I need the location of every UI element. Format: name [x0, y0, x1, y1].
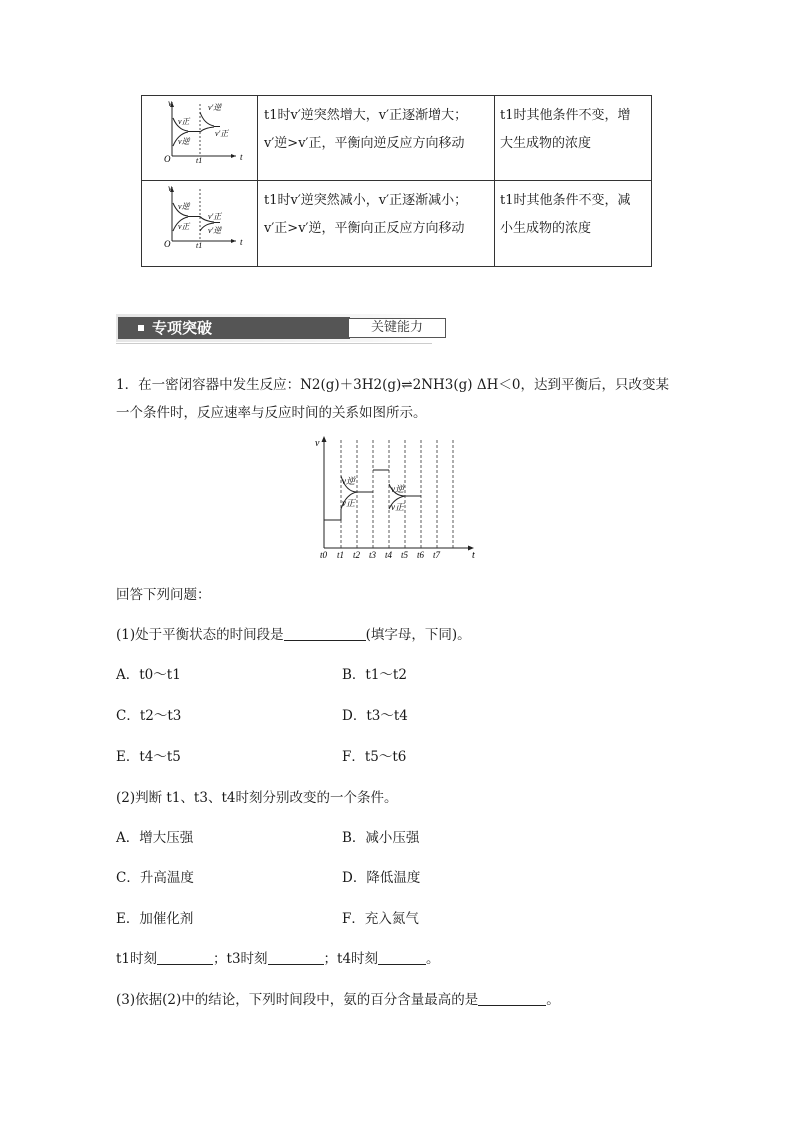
banner-divider — [116, 343, 432, 344]
axis-v-label: v — [168, 183, 172, 193]
table-cell-condition-2: 大生成物的浓度 — [500, 136, 592, 151]
q1-option-d: D．t3～t4 — [342, 708, 408, 724]
table-row — [142, 96, 651, 181]
answer-blank[interactable] — [268, 950, 324, 965]
curve-label: v逆 — [178, 202, 190, 211]
curve-label: v′正 — [208, 212, 222, 221]
table-cell-description-1: t1时v′逆突然增大，v′正逐渐增大； — [264, 108, 468, 123]
q2-option-b: B．减小压强 — [342, 830, 420, 846]
answer-blank[interactable] — [157, 950, 213, 965]
fill-t1-label: t1时刻 — [116, 951, 158, 967]
origin-label: O — [164, 154, 171, 164]
question-3-text: (3)依据(2)中的结论，下列时间段中，氨的百分含量最高的是 — [116, 992, 479, 1008]
tick-label: t2 — [353, 550, 361, 560]
rate-time-chart — [310, 432, 486, 562]
q2-option-e: E．加催化剂 — [116, 911, 194, 927]
q2-option-d: D．降低温度 — [342, 870, 421, 886]
q1-option-f: F．t5～t6 — [342, 749, 407, 765]
answer-blank[interactable] — [378, 950, 426, 965]
q2-option-c: C．升高温度 — [116, 870, 194, 886]
section-tag — [348, 318, 446, 338]
answer-blank[interactable] — [284, 626, 366, 641]
q1-option-a: A．t0～t1 — [116, 667, 181, 683]
question-intro-line2: 一个条件时，反应速率与反应时间的关系如图所示。 — [116, 405, 427, 421]
table-cell-condition-1: t1时其他条件不变，减 — [500, 193, 631, 208]
tick-label: t5 — [401, 550, 409, 560]
answer-prompt: 回答下列问题： — [116, 587, 211, 603]
t1-label: t1 — [196, 156, 203, 164]
rate-change-table — [141, 95, 652, 267]
curve-label: v正 — [391, 502, 404, 512]
t1-label: t1 — [196, 241, 203, 249]
table-cell-description-1: t1时v′逆突然减小，v′正逐渐减小； — [264, 193, 468, 208]
q1-option-b: B．t1～t2 — [342, 667, 407, 683]
tick-label: t6 — [417, 550, 425, 560]
tick-label: t3 — [369, 550, 377, 560]
question-1-suffix: (填字母，下同)。 — [365, 627, 471, 643]
q1-option-c: C．t2～t3 — [116, 708, 182, 724]
q1-option-e: E．t4～t5 — [116, 749, 181, 765]
axis-t-label: t — [240, 152, 243, 162]
table-row — [142, 181, 651, 266]
curve-label: v逆 — [342, 476, 355, 486]
axis-v-label: v — [168, 98, 172, 108]
curve-label: v′逆 — [208, 103, 222, 112]
q2-option-a: A．增大压强 — [116, 830, 194, 846]
table-cell-condition-2: 小生成物的浓度 — [500, 221, 592, 236]
section-title: 专项突破 — [152, 319, 213, 337]
rate-graph-increase-product — [164, 98, 252, 164]
question-3-suffix: 。 — [546, 992, 560, 1008]
tick-label: t4 — [385, 550, 393, 560]
banner-title-box — [118, 317, 350, 339]
section-banner — [116, 314, 432, 342]
table-cell-description-2: v′正>v′逆，平衡向正反应方向移动 — [264, 221, 465, 236]
square-bullet-icon — [138, 325, 144, 331]
axis-v-label: v — [315, 438, 320, 449]
curve-label: v正 — [178, 117, 190, 126]
question-1-text: (1)处于平衡状态的时间段是 — [116, 627, 284, 643]
question-intro-line1: 1．在一密闭容器中发生反应：N2(g)＋3H2(g)⇌2NH3(g) ΔH＜0，达到平衡后，只改变某 — [116, 377, 669, 393]
question-2-fill — [116, 947, 440, 967]
question-2: (2)判断 t1、t3、t4时刻分别改变的一个条件。 — [116, 790, 398, 806]
origin-label: O — [164, 239, 171, 249]
curve-label: v′逆 — [208, 226, 222, 235]
q2-option-f: F．充入氮气 — [342, 911, 419, 927]
fill-t4-label: ；t4时刻 — [323, 951, 379, 967]
curve-label: v正 — [342, 498, 355, 508]
section-tag-label: 关键能力 — [370, 320, 423, 335]
axis-t-label: t — [240, 237, 243, 247]
tick-label: t0 — [320, 550, 328, 560]
axis-t-label: t — [472, 550, 475, 561]
curve-label: v逆 — [178, 137, 190, 146]
question-3 — [116, 988, 560, 1008]
rate-graph-decrease-product — [164, 183, 252, 249]
fill-t3-label: ；t3时刻 — [213, 951, 268, 967]
tick-label: t1 — [337, 550, 345, 560]
table-cell-description-2: v′逆>v′正，平衡向逆反应方向移动 — [264, 136, 465, 151]
curve-label: v逆 — [391, 484, 404, 494]
tick-label: t7 — [433, 550, 441, 560]
fill-end: 。 — [426, 951, 440, 967]
answer-blank[interactable] — [478, 991, 546, 1006]
table-cell-condition-1: t1时其他条件不变，增 — [500, 108, 631, 123]
curve-label: v′正 — [215, 129, 229, 138]
question-1 — [116, 623, 471, 643]
curve-label: v正 — [178, 222, 190, 231]
